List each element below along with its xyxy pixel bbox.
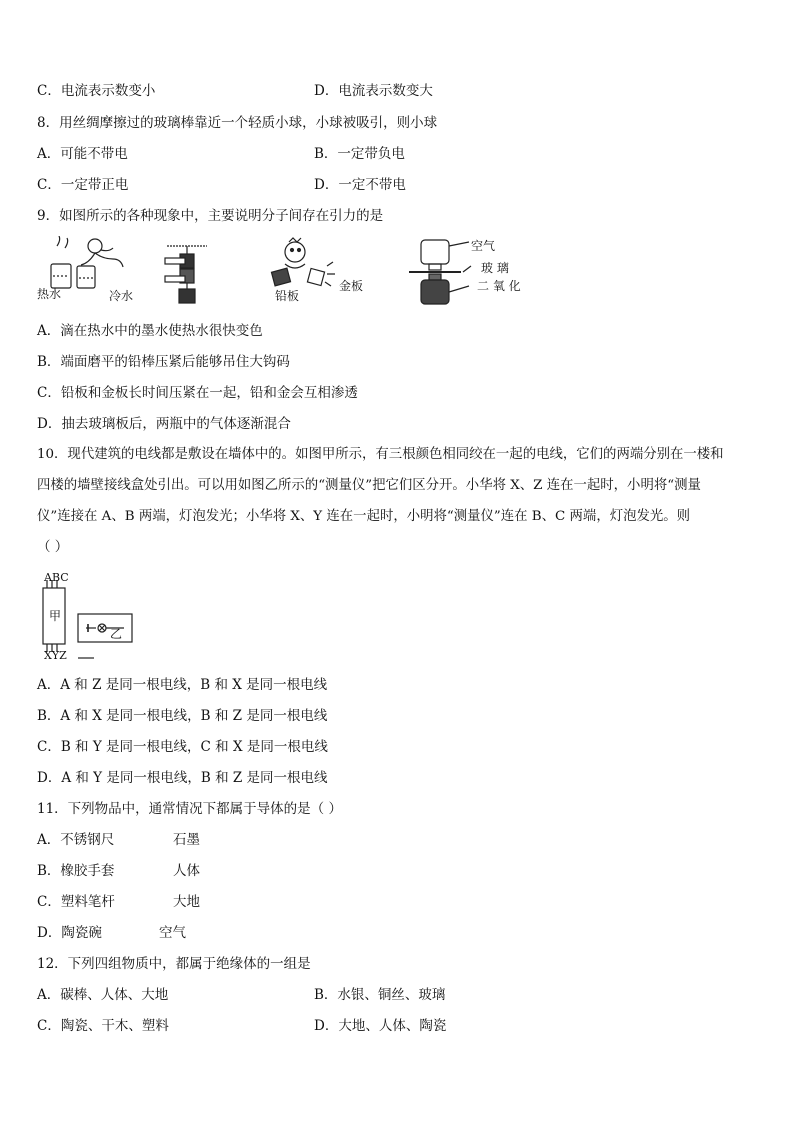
q9-option-c: C．铅板和金板长时间压紧在一起，铅和金会互相渗透 xyxy=(37,385,358,401)
q12-option-c: C．陶瓷、干木、塑料 xyxy=(37,1018,169,1034)
q10-figure xyxy=(40,570,140,662)
q11-stem: 11．下列物品中，通常情况下都属于导体的是（ ） xyxy=(37,801,342,817)
ink-diffusion-drawing xyxy=(51,236,123,288)
q12-option-a: A．碳棒、人体、大地 xyxy=(37,987,169,1003)
label-cold-water: 冷水 xyxy=(109,289,134,303)
lead-rods-drawing xyxy=(165,246,207,303)
q12-option-b: B．水银、铜丝、玻璃 xyxy=(314,987,446,1003)
q12-option-d: D．大地、人体、陶瓷 xyxy=(314,1018,447,1034)
label-hot-water: 热水 xyxy=(37,287,62,301)
label-gold-plate: 金板 xyxy=(339,279,364,293)
q11-option-a-1: A．不锈钢尺 xyxy=(37,832,115,848)
label-xyz: XYZ xyxy=(44,649,67,662)
q11-option-c-1: C．塑料笔杆 xyxy=(37,894,115,910)
q9-stem: 9．如图所示的各种现象中，主要说明分子间存在引力的是 xyxy=(37,208,384,224)
gas-bottles-drawing xyxy=(409,240,471,304)
label-glass: 玻 璃 xyxy=(481,261,509,275)
q8-option-b: B．一定带负电 xyxy=(314,146,405,162)
q10-stem-line2: 四楼的墙壁接线盒处引出。可以用如图乙所示的“测量仪”把它们区分开。小华将 X、Z 连在一起时，小明将“测量 xyxy=(37,478,701,493)
q8-option-a: A．可能不带电 xyxy=(37,146,128,162)
q11-option-c-2: 大地 xyxy=(173,894,200,910)
label-yi: 乙 xyxy=(110,627,123,641)
q11-option-d-1: D．陶瓷碗 xyxy=(37,925,102,941)
q10-option-d: D．A 和 Y 是同一根电线，B 和 Z 是同一根电线 xyxy=(37,770,328,786)
lead-gold-plates-drawing xyxy=(271,238,335,286)
q10-stem-line1: 10．现代建筑的电线都是敷设在墙体中的。如图甲所示，有三根颜色相同绞在一起的电线，它们的两端分别在一楼和 xyxy=(37,447,724,462)
q9-figure xyxy=(37,236,567,308)
q10-option-a: A．A 和 Z 是同一根电线，B 和 X 是同一根电线 xyxy=(37,677,328,693)
q11-option-a-2: 石墨 xyxy=(173,832,200,848)
q11-option-d-2: 空气 xyxy=(159,925,186,941)
q9-option-b: B．端面磨平的铅棒压紧后能够吊住大钩码 xyxy=(37,354,290,370)
label-gas: 二 氧 化 xyxy=(477,279,521,293)
label-jia: 甲 xyxy=(49,609,62,623)
q11-option-b-2: 人体 xyxy=(173,863,200,879)
q10-stem-line3: 仪”连接在 A、B 两端，灯泡发光；小华将 X、Y 连在一起时，小明将“测量仪”连在 B、C 两端，灯泡发光。则 xyxy=(37,509,691,524)
q7-option-d: D．电流表示数变大 xyxy=(314,83,433,99)
label-air: 空气 xyxy=(471,239,496,253)
q9-option-d: D．抽去玻璃板后，两瓶中的气体逐渐混合 xyxy=(37,416,291,432)
q12-stem: 12．下列四组物质中，都属于绝缘体的一组是 xyxy=(37,956,311,972)
q11-option-b-1: B．橡胶手套 xyxy=(37,863,115,879)
q8-option-d: D．一定不带电 xyxy=(314,177,406,193)
label-abc: ABC xyxy=(44,571,69,584)
q9-option-a: A．滴在热水中的墨水使热水很快变色 xyxy=(37,323,263,339)
q8-option-c: C．一定带正电 xyxy=(37,177,129,193)
label-lead-plate: 铅板 xyxy=(275,289,300,303)
q10-option-c: C．B 和 Y 是同一根电线，C 和 X 是同一根电线 xyxy=(37,739,328,755)
q10-option-b: B．A 和 X 是同一根电线，B 和 Z 是同一根电线 xyxy=(37,708,328,724)
q10-stem-line4: （ ） xyxy=(37,539,69,555)
q8-stem: 8．用丝绸摩擦过的玻璃棒靠近一个轻质小球，小球被吸引，则小球 xyxy=(37,115,438,131)
q7-option-c: C．电流表示数变小 xyxy=(37,83,156,99)
